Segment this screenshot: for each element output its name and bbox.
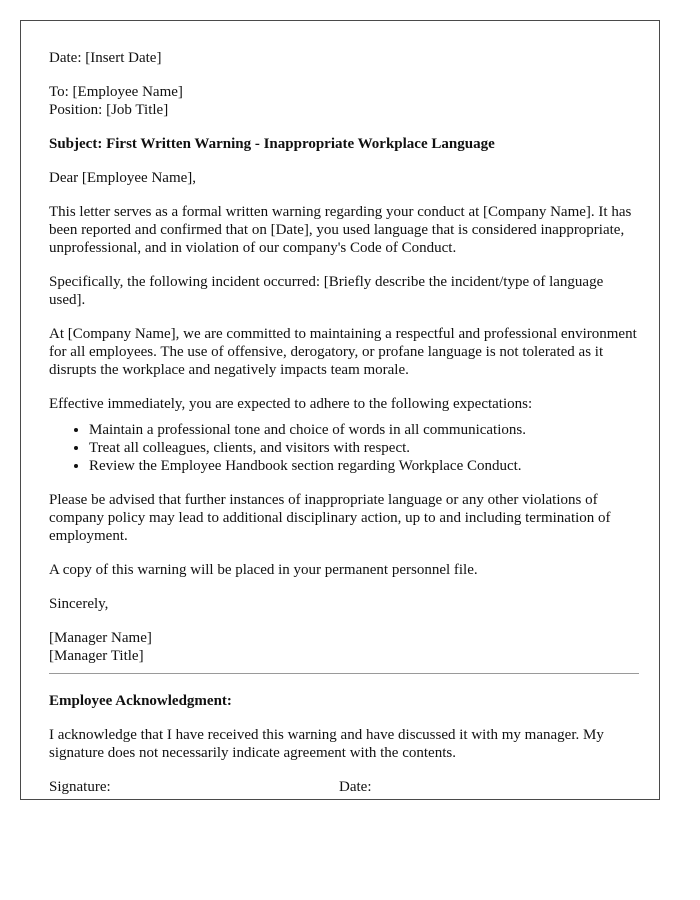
acknowledgment-text: I acknowledge that I have received this warning and have discussed it with my manager. My signature does not necessarily indicate agreement with the contents. <box>49 727 604 761</box>
recipient-block <box>49 83 639 119</box>
subject-line: Subject: First Written Warning - Inappropriate Workplace Language <box>49 136 495 152</box>
date-line: Date: [Insert Date] <box>49 50 162 66</box>
sign-off: Sincerely, <box>49 596 109 612</box>
letter-content <box>49 49 639 796</box>
expectation-item: • Treat all colleagues, clients, and visitors with respect. <box>89 439 639 457</box>
date-label: Date: <box>339 779 372 795</box>
body-paragraph-2: Specifically, the following incident occurred: [Briefly describe the incident/type of language used]. <box>49 274 604 308</box>
body-paragraph-5: Please be advised that further instances of inappropriate language or any other violations of company policy may lead to additional disciplinary action, up to and including termination of employment. <box>49 492 611 544</box>
position-line: Position: [Job Title] <box>49 102 169 118</box>
body-paragraph-1: This letter serves as a formal written warning regarding your conduct at [Company Name]. It has been reported and confirmed that on [Date], you used language that is considered inappropriate, unprofessional, and in violation of our company's Code of Conduct. <box>49 204 632 256</box>
body-paragraph-6: A copy of this warning will be placed in your permanent personnel file. <box>49 562 478 578</box>
letter-page <box>20 20 660 800</box>
body-paragraph-4: Effective immediately, you are expected to adhere to the following expectations: <box>49 396 533 412</box>
expectations-list <box>49 421 639 475</box>
acknowledgment-heading: Employee Acknowledgment: <box>49 693 232 709</box>
expectation-item: • Maintain a professional tone and choice of words in all communications. <box>89 421 639 439</box>
letter-header <box>49 49 639 67</box>
section-divider <box>49 673 639 674</box>
signature-label: Signature: <box>49 779 111 795</box>
manager-block <box>49 629 639 665</box>
body-paragraph-3: At [Company Name], we are committed to maintaining a respectful and professional environment for all employees. The use of offensive, derogatory, or profane language is not tolerated as it disrupts the workplace and negatively impacts team morale. <box>49 326 637 378</box>
expectation-item: • Review the Employee Handbook section regarding Workplace Conduct. <box>89 457 639 475</box>
signature-row <box>49 778 639 796</box>
salutation: Dear [Employee Name], <box>49 170 197 186</box>
manager-title: [Manager Title] <box>49 648 144 664</box>
manager-name: [Manager Name] <box>49 630 152 646</box>
to-line: To: [Employee Name] <box>49 84 183 100</box>
